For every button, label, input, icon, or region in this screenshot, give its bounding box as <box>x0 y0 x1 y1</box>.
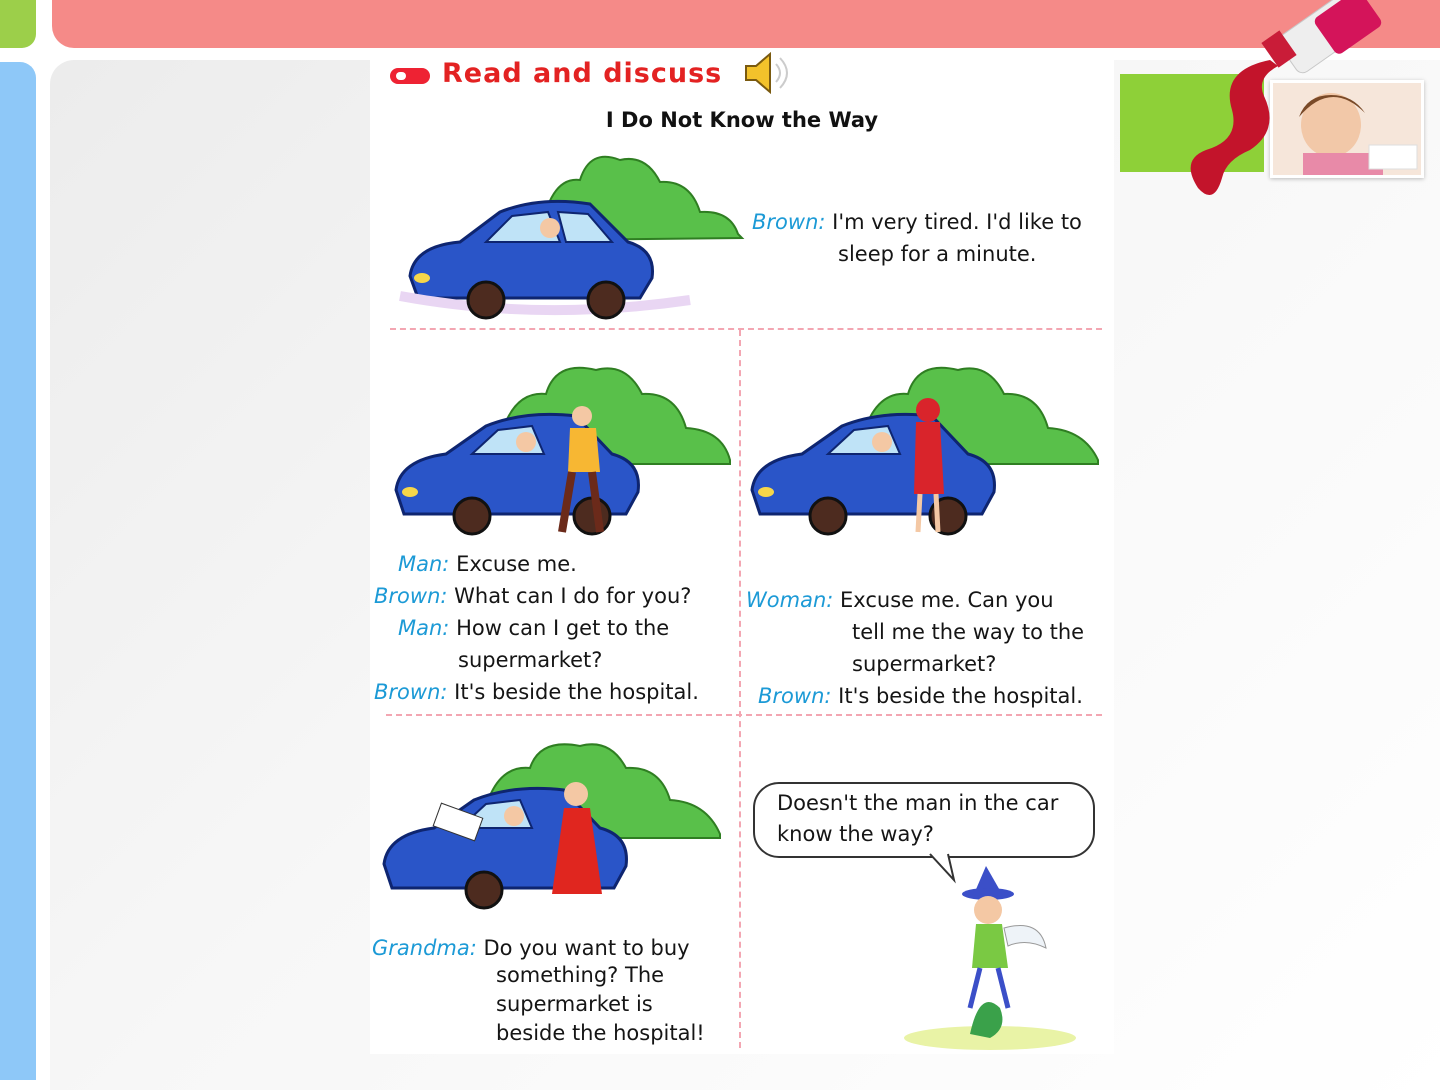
panel-divider <box>386 714 1102 716</box>
dialogue-line: Man: How can I get to the <box>398 616 670 640</box>
speaker-icon[interactable] <box>742 48 802 98</box>
textbook-page <box>370 58 1114 1054</box>
panel-divider <box>739 330 741 1048</box>
dialogue-line: tell me the way to the <box>852 620 1085 644</box>
dialogue-line: Grandma: Do you want to buy <box>372 936 690 960</box>
car-illustration-1 <box>390 146 740 326</box>
bubble-text: Doesn't the man in the car know the way? <box>777 791 1059 846</box>
car-illustration-4 <box>380 734 730 924</box>
dialogue-line: beside the hospital! <box>496 1021 705 1045</box>
section-heading: Read and discuss <box>442 58 723 89</box>
car-illustration-2 <box>386 350 736 550</box>
play-pill-icon <box>390 68 430 84</box>
dialogue-line: Brown: It's beside the hospital. <box>374 680 699 704</box>
story-title: I Do Not Know the Way <box>605 108 879 132</box>
speech-bubble <box>753 782 1095 858</box>
dialogue-line: Brown: I'm very tired. I'd like to <box>752 210 1082 234</box>
dialogue-line: Brown: It's beside the hospital. <box>758 684 1083 708</box>
paint-tube-decoration <box>1160 0 1380 210</box>
dialogue-line: Woman: Excuse me. Can you <box>746 588 1054 612</box>
witch-character-illustration <box>890 858 1080 1048</box>
left-side-bar <box>0 62 36 1080</box>
dialogue-line: something? The <box>496 963 665 987</box>
dialogue-line: supermarket is <box>496 992 653 1016</box>
dialogue-line: Man: Excuse me. <box>398 552 577 576</box>
panel-divider <box>390 328 1102 330</box>
car-illustration-3 <box>748 350 1108 550</box>
dialogue-line: sleep for a minute. <box>838 242 1037 266</box>
dialogue-line: supermarket? <box>852 652 997 676</box>
top-green-tab <box>0 0 36 48</box>
dialogue-line: supermarket? <box>458 648 603 672</box>
dialogue-line: Brown: What can I do for you? <box>374 584 692 608</box>
